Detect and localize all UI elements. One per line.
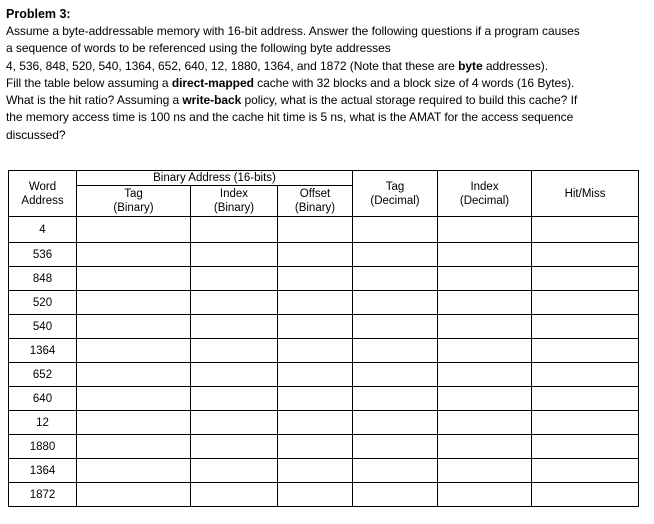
tag-binary-cell[interactable]	[77, 363, 191, 387]
tag-binary-cell[interactable]	[77, 459, 191, 483]
header-word-address	[9, 171, 77, 217]
problem-statement	[6, 23, 646, 144]
problem-line-1: Assume a byte-addressable memory with 16-bit address. Answer the following questions if a program causes	[6, 24, 580, 38]
index-binary-cell[interactable]	[191, 339, 278, 363]
table-row	[9, 267, 639, 291]
tag-decimal-cell[interactable]	[353, 291, 438, 315]
table-row	[9, 459, 639, 483]
word-address-cell: 12	[9, 411, 77, 435]
header-tag-binary	[77, 186, 191, 217]
word-address-cell: 652	[9, 363, 77, 387]
offset-binary-cell[interactable]	[278, 459, 353, 483]
word-address-cell: 1880	[9, 435, 77, 459]
tag-binary-cell[interactable]	[77, 339, 191, 363]
hit-miss-cell[interactable]	[532, 217, 639, 243]
tag-binary-cell[interactable]	[77, 243, 191, 267]
table-row	[9, 339, 639, 363]
index-decimal-cell[interactable]	[438, 483, 532, 507]
offset-binary-cell[interactable]	[278, 243, 353, 267]
index-binary-cell[interactable]	[191, 411, 278, 435]
header-index-decimal	[438, 171, 532, 217]
header-hit-miss: Hit/Miss	[532, 171, 639, 217]
index-binary-cell[interactable]	[191, 483, 278, 507]
tag-decimal-cell[interactable]	[353, 435, 438, 459]
table-row	[9, 291, 639, 315]
hit-miss-cell[interactable]	[532, 483, 639, 507]
hit-miss-cell[interactable]	[532, 411, 639, 435]
header-binary-group: Binary Address (16-bits)	[77, 171, 353, 186]
word-address-cell: 848	[9, 267, 77, 291]
offset-binary-cell[interactable]	[278, 217, 353, 243]
problem-line-5-end: policy, what is the actual storage required to build this cache? If	[241, 93, 578, 108]
index-decimal-cell[interactable]	[438, 217, 532, 243]
bold-write-back: write-back	[182, 93, 242, 108]
table-row	[9, 435, 639, 459]
index-binary-cell[interactable]	[191, 459, 278, 483]
index-decimal-cell[interactable]	[438, 459, 532, 483]
word-address-cell: 1364	[9, 339, 77, 363]
offset-binary-cell[interactable]	[278, 387, 353, 411]
offset-binary-cell[interactable]	[278, 267, 353, 291]
hit-miss-cell[interactable]	[532, 435, 639, 459]
word-address-cell: 520	[9, 291, 77, 315]
table-row	[9, 387, 639, 411]
index-decimal-cell[interactable]	[438, 411, 532, 435]
offset-binary-cell[interactable]	[278, 411, 353, 435]
header-tag-decimal-unit: (Decimal)	[370, 194, 420, 207]
tag-binary-cell[interactable]	[77, 411, 191, 435]
header-offset-binary-unit: (Binary)	[294, 202, 336, 214]
index-decimal-cell[interactable]	[438, 339, 532, 363]
header-index-decimal-unit: (Decimal)	[459, 194, 510, 207]
header-tag-binary-unit: (Binary)	[113, 202, 154, 214]
offset-binary-cell[interactable]	[278, 339, 353, 363]
hit-miss-cell[interactable]	[532, 291, 639, 315]
hit-miss-cell[interactable]	[532, 387, 639, 411]
index-decimal-cell[interactable]	[438, 267, 532, 291]
index-binary-cell[interactable]	[191, 435, 278, 459]
problem-line-4-text: Fill the table below assuming a	[6, 75, 172, 90]
header-word-label: Word	[28, 180, 57, 193]
problem-line-4-end: cache with 32 blocks and a block size of 4 words (16 Bytes).	[253, 75, 575, 90]
problem-title: Problem 3:	[6, 7, 71, 21]
cache-table	[8, 170, 639, 507]
offset-binary-cell[interactable]	[278, 363, 353, 387]
index-decimal-cell[interactable]	[438, 387, 532, 411]
problem-line-3-text: 4, 536, 848, 520, 540, 1364, 652, 640, 12, 1880, 1364, and 1872 (Note that these are	[6, 58, 459, 73]
header-offset-binary-label: Offset	[299, 188, 331, 200]
bold-direct-mapped: direct-mapped	[171, 75, 254, 90]
problem-line-4	[6, 76, 574, 90]
problem-line-3	[6, 59, 548, 73]
index-binary-cell[interactable]	[191, 315, 278, 339]
bold-byte: byte	[458, 58, 483, 73]
tag-decimal-cell[interactable]	[353, 411, 438, 435]
header-index-binary	[191, 186, 278, 217]
hit-miss-cell[interactable]	[532, 267, 639, 291]
tag-decimal-cell[interactable]	[353, 363, 438, 387]
tag-decimal-cell[interactable]	[353, 243, 438, 267]
tag-decimal-cell[interactable]	[353, 387, 438, 411]
word-address-cell: 540	[9, 315, 77, 339]
header-index-binary-label: Index	[219, 188, 249, 200]
index-decimal-cell[interactable]	[438, 435, 532, 459]
word-address-cell: 4	[9, 217, 77, 243]
header-tag-decimal	[353, 171, 438, 217]
tag-binary-cell[interactable]	[77, 435, 191, 459]
offset-binary-cell[interactable]	[278, 291, 353, 315]
index-decimal-cell[interactable]	[438, 243, 532, 267]
word-address-cell: 1872	[9, 483, 77, 507]
hit-miss-cell[interactable]	[532, 339, 639, 363]
header-offset-binary	[278, 186, 353, 217]
offset-binary-cell[interactable]	[278, 315, 353, 339]
table-row	[9, 243, 639, 267]
problem-line-7: discussed?	[6, 127, 66, 142]
offset-binary-cell[interactable]	[278, 483, 353, 507]
tag-binary-cell[interactable]	[77, 387, 191, 411]
tag-decimal-cell[interactable]	[353, 267, 438, 291]
hit-miss-cell[interactable]	[532, 315, 639, 339]
header-index-decimal-label: Index	[470, 180, 499, 193]
word-address-cell: 640	[9, 387, 77, 411]
index-binary-cell[interactable]	[191, 243, 278, 267]
tag-decimal-cell[interactable]	[353, 315, 438, 339]
problem-line-6: the memory access time is 100 ns and the cache hit time is 5 ns, what is the AMAT for the access sequence	[6, 110, 574, 125]
header-tag-decimal-label: Tag	[385, 180, 405, 193]
table-row	[9, 363, 639, 387]
hit-miss-cell[interactable]	[532, 363, 639, 387]
table-row	[9, 315, 639, 339]
tag-decimal-cell[interactable]	[353, 339, 438, 363]
problem-section	[6, 6, 646, 144]
index-decimal-cell[interactable]	[438, 315, 532, 339]
tag-decimal-cell[interactable]	[353, 217, 438, 243]
tag-binary-cell[interactable]	[77, 267, 191, 291]
tag-binary-cell[interactable]	[77, 217, 191, 243]
index-binary-cell[interactable]	[191, 217, 278, 243]
word-address-cell: 1364	[9, 459, 77, 483]
hit-miss-cell[interactable]	[532, 459, 639, 483]
problem-line-2: a sequence of words to be referenced using the following byte addresses	[6, 41, 391, 56]
offset-binary-cell[interactable]	[278, 435, 353, 459]
header-address-label: Address	[21, 194, 64, 207]
problem-line-5-text: What is the hit ratio? Assuming a	[6, 93, 183, 108]
tag-binary-cell[interactable]	[77, 291, 191, 315]
problem-line-5	[6, 93, 577, 107]
tag-binary-cell[interactable]	[77, 483, 191, 507]
index-decimal-cell[interactable]	[438, 363, 532, 387]
problem-line-3-end: addresses).	[482, 58, 549, 73]
index-binary-cell[interactable]	[191, 387, 278, 411]
hit-miss-cell[interactable]	[532, 243, 639, 267]
tag-decimal-cell[interactable]	[353, 459, 438, 483]
index-binary-cell[interactable]	[191, 267, 278, 291]
table-row	[9, 217, 639, 243]
index-binary-cell[interactable]	[191, 363, 278, 387]
tag-binary-cell[interactable]	[77, 315, 191, 339]
header-index-binary-unit: (Binary)	[213, 202, 255, 214]
table-body	[9, 217, 639, 507]
tag-decimal-cell[interactable]	[353, 483, 438, 507]
header-tag-binary-label: Tag	[124, 188, 143, 200]
word-address-cell: 536	[9, 243, 77, 267]
table-row	[9, 483, 639, 507]
index-binary-cell[interactable]	[191, 291, 278, 315]
index-decimal-cell[interactable]	[438, 291, 532, 315]
table-row	[9, 411, 639, 435]
